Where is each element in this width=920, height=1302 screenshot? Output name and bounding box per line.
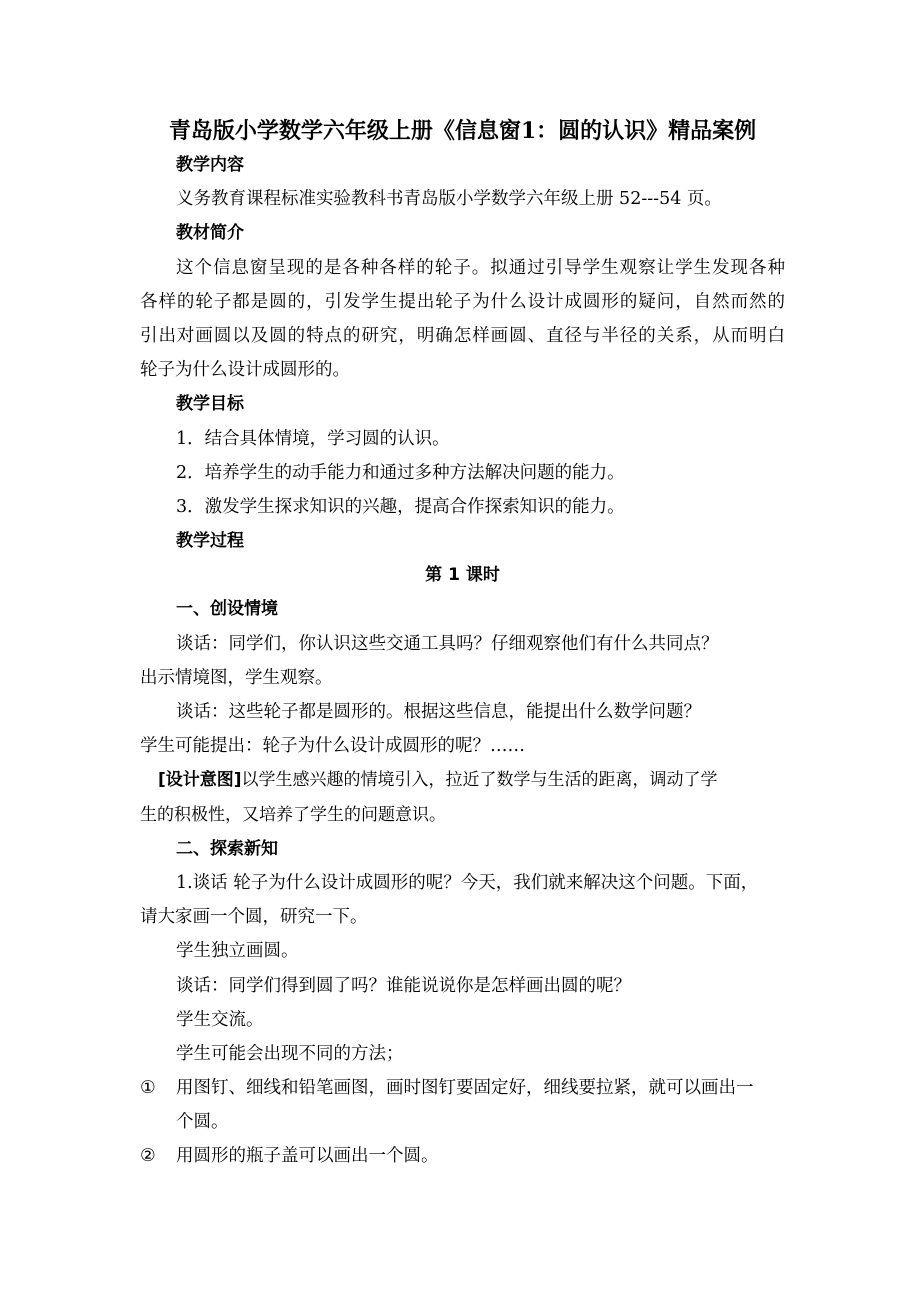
teaching-content-text: 义务教育课程标准实验教科书青岛版小学数学六年级上册 52---54 页。 <box>176 189 722 210</box>
design-intent-label: [设计意图] <box>158 770 242 791</box>
section2-line: 请大家画一个圆，研究一下。 <box>140 907 368 928</box>
section2-line: 学生独立画圆。 <box>176 941 299 962</box>
design-intent <box>140 763 785 797</box>
heading-textbook-intro: 教材简介 <box>176 223 244 244</box>
section2-line: 谈话：同学们得到圆了吗？谁能说说你是怎样画出圆的呢？ <box>176 975 631 996</box>
intro-line: 这个信息窗呈现的是各种各样的轮子。拟通过引导学生观察让学生发现各种 <box>176 257 785 278</box>
section1-line: 谈话：同学们，你认识这些交通工具吗？仔细观察他们有什么共同点？ <box>176 633 719 654</box>
document-page <box>140 114 785 1174</box>
method-item-continuation: 个圆。 <box>176 1112 229 1133</box>
goal-item: 3．激发学生探求知识的兴趣，提高合作探索知识的能力。 <box>176 496 625 517</box>
section1-line: 学生可能提出：轮子为什么设计成圆形的呢？…… <box>140 736 525 757</box>
method-text: 用图钉、细线和铅笔画图，画时图钉要固定好，细线要拉紧，就可以画出一 <box>176 1078 754 1099</box>
lesson-title: 第 1 课时 <box>425 565 500 586</box>
goal-item: 2．培养学生的动手能力和通过多种方法解决问题的能力。 <box>176 462 625 483</box>
intro-line: 引出对画圆以及圆的特点的研究，明确怎样画圆、直径与半径的关系，从而明白 <box>140 325 785 346</box>
heading-teaching-process: 教学过程 <box>176 531 244 552</box>
method-text: 用圆形的瓶子盖可以画出一个圆。 <box>176 1146 439 1167</box>
intro-line: 各样的轮子都是圆的，引发学生提出轮子为什么设计成圆形的疑问，自然而然的 <box>140 291 785 312</box>
section1-line: 谈话：这些轮子都是圆形的。根据这些信息，能提出什么数学问题？ <box>176 702 701 722</box>
section1-heading: 一、创设情境 <box>176 599 278 620</box>
method-item <box>140 1071 785 1105</box>
method-marker: ② <box>140 1146 156 1167</box>
design-intent-line: 生的积极性，又培养了学生的问题意识。 <box>140 804 446 825</box>
section2-heading: 二、探索新知 <box>176 838 278 859</box>
section2-line: 1.谈话 轮子为什么设计成圆形的呢？今天，我们就来解决这个问题。下面， <box>176 872 759 893</box>
section2-line: 学生可能会出现不同的方法； <box>176 1043 404 1064</box>
document-title: 青岛版小学数学六年级上册《信息窗1：圆的认识》精品案例 <box>168 118 757 144</box>
method-marker: ① <box>140 1078 156 1099</box>
heading-teaching-content: 教学内容 <box>176 155 244 175</box>
intro-line: 轮子为什么设计成圆形的。 <box>140 360 350 381</box>
goal-item: 1．结合具体情境，学习圆的认识。 <box>176 428 450 449</box>
section1-line: 出示情境图，学生观察。 <box>140 667 333 688</box>
method-item <box>140 1139 785 1173</box>
design-intent-text: 以学生感兴趣的情境引入，拉近了数学与生活的距离，调动了学 <box>241 770 718 791</box>
heading-teaching-goals: 教学目标 <box>176 394 244 415</box>
section2-line: 学生交流。 <box>176 1009 264 1030</box>
